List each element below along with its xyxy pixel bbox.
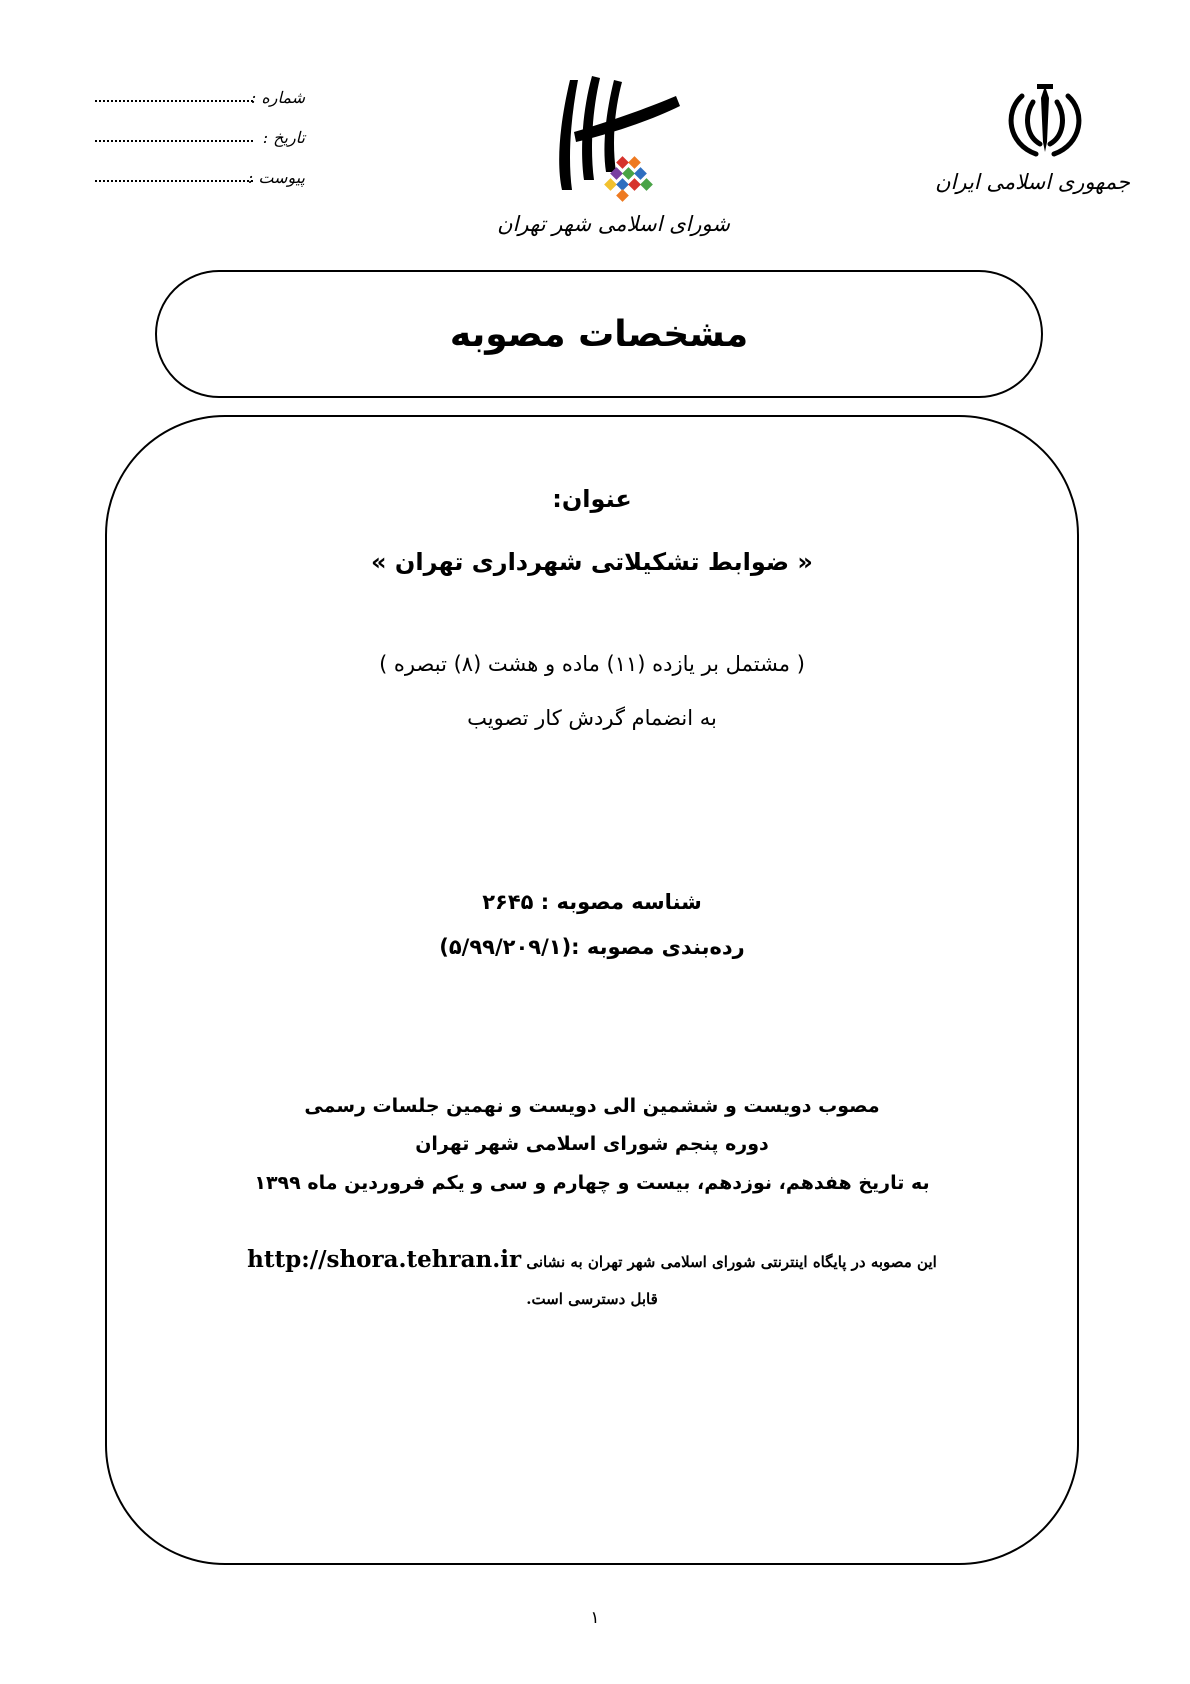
number-field-label: شماره : xyxy=(250,88,305,107)
attachment-field-label: پیوست : xyxy=(247,168,305,187)
number-field-line xyxy=(95,100,253,102)
attachment-field xyxy=(95,160,305,190)
approval-line-2: دوره پنجم شورای اسلامی شهر تهران xyxy=(415,1133,769,1155)
date-field-line xyxy=(95,140,253,142)
approval-line-1: مصوب دویست و ششمین الی دویست و نهمین جلسات رسمی xyxy=(304,1095,880,1117)
website-url[interactable]: http://shora.tehran.ir xyxy=(247,1246,522,1273)
subject-label: عنوان: xyxy=(552,485,632,513)
content-frame xyxy=(105,415,1079,1565)
subject-value: « ضوابط تشکیلاتی شهرداری تهران » xyxy=(371,548,813,576)
resolution-id: شناسه مصوبه : ۲۶۴۵ xyxy=(482,890,702,914)
website-line xyxy=(105,1246,1079,1273)
page-number: ۱ xyxy=(590,1608,600,1628)
date-field-label: تاریخ : xyxy=(262,128,305,147)
title-box xyxy=(155,270,1043,398)
tehran-council-logo xyxy=(548,72,688,212)
website-prefix: این مصوبه در پایگاه اینترنتی شورای اسلامی شهر تهران به نشانی xyxy=(526,1253,937,1271)
classification: رده‌بندی مصوبه :(۵/۹۹/۲۰۹/۱) xyxy=(439,935,745,959)
approval-line-3: به تاریخ هفدهم، نوزدهم، بیست و چهارم و سی و یکم فروردین ماه ۱۳۹۹ xyxy=(254,1172,930,1194)
attachment-text: به انضمام گردش کار تصویب xyxy=(467,706,717,730)
attachment-field-line xyxy=(95,180,253,182)
number-field xyxy=(95,80,305,110)
website-suffix: قابل دسترسی است. xyxy=(526,1290,658,1308)
title-text: مشخصات مصوبه xyxy=(449,313,749,355)
scope-text: ( مشتمل بر یازده (۱۱) ماده و هشت (۸) تبصره ) xyxy=(379,652,805,676)
council-caption: شورای اسلامی شهر تهران xyxy=(497,212,730,236)
iran-caption: جمهوری اسلامی ایران xyxy=(935,170,1130,194)
date-field xyxy=(95,120,305,150)
iran-emblem-icon xyxy=(1000,82,1090,160)
